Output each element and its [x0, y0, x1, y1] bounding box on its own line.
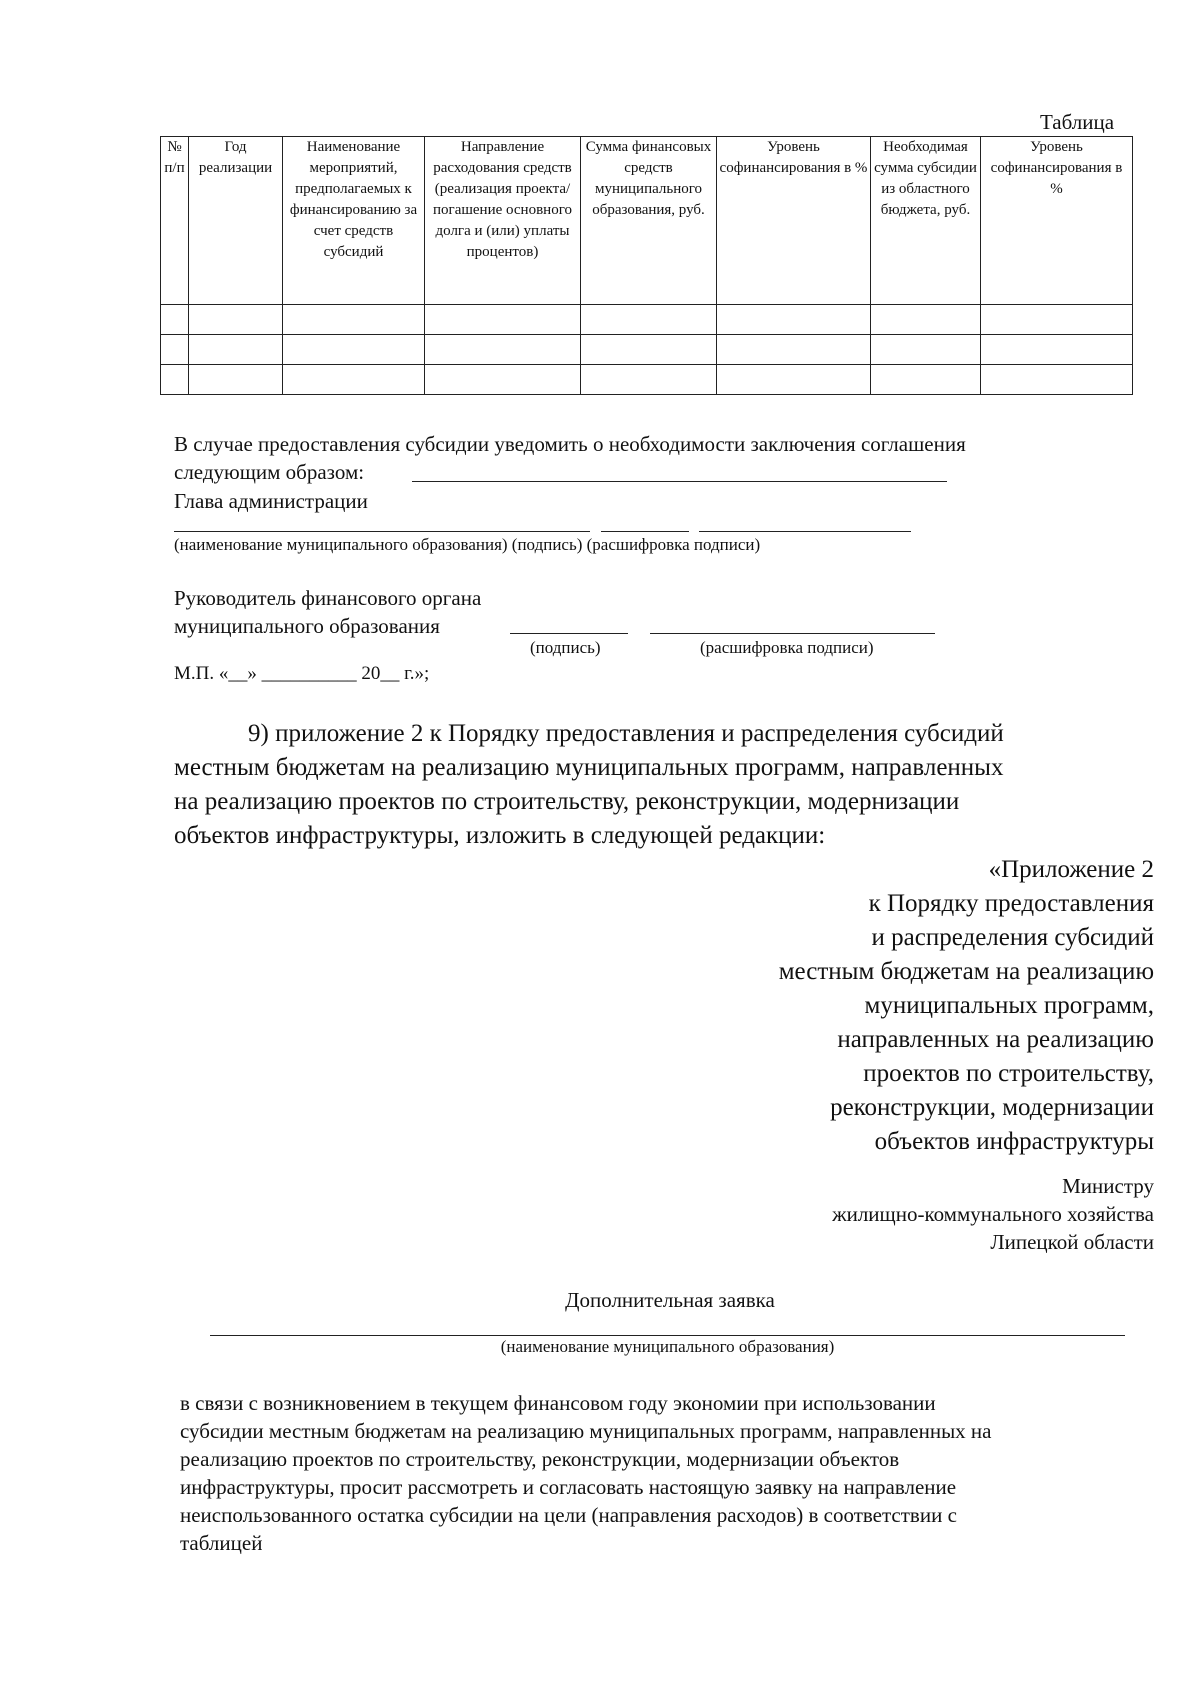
- stamp-date-line: М.П. «__» __________ 20__ г.»;: [174, 663, 430, 684]
- table-cell: [283, 335, 425, 365]
- table-header-row: [161, 137, 1133, 305]
- request-body-line: неиспользованного остатка субсидии на цели (направления расходов) в соответствии с: [180, 1503, 957, 1527]
- table-cell: [189, 335, 283, 365]
- table-cell: [283, 365, 425, 395]
- table-header-cell: Уровень софинансирования в %: [981, 137, 1133, 305]
- table-row: [161, 365, 1133, 395]
- notice-line-1: В случае предоставления субсидии уведомить о необходимости заключения соглашения: [174, 432, 966, 456]
- table-header-cell: Уровень софинансирования в %: [717, 137, 871, 305]
- table-cell: [161, 335, 189, 365]
- table-cell: [717, 335, 871, 365]
- item9-line-3: на реализацию проектов по строительству, реконструкции, модернизации: [174, 788, 960, 815]
- subsidy-table: [160, 136, 1133, 395]
- table-cell: [717, 365, 871, 395]
- request-title: Дополнительная заявка: [565, 1288, 775, 1312]
- appendix-title: «Приложение 2: [988, 856, 1154, 883]
- table-header-cell: Необходимая сумма субсидии из областного бюджета, руб.: [871, 137, 981, 305]
- table-header-cell: № п/п: [161, 137, 189, 305]
- table-cell: [189, 365, 283, 395]
- table-cell: [871, 365, 981, 395]
- request-body-line: инфраструктуры, просит рассмотреть и согласовать настоящую заявку на направление: [180, 1475, 957, 1499]
- appendix-line: реконструкции, модернизации: [830, 1094, 1154, 1121]
- item9-line-2: местным бюджетам на реализацию муниципальных программ, направленных: [174, 754, 1004, 781]
- head-admin-caption: (наименование муниципального образования) (подпись) (расшифровка подписи): [174, 535, 761, 554]
- table-cell: [717, 305, 871, 335]
- signature-line: [601, 531, 689, 532]
- signature-decode-line: [699, 531, 911, 532]
- mo-name-line: [174, 531, 590, 532]
- notice-fill-line: [412, 481, 947, 482]
- request-mo-line: [210, 1335, 1125, 1336]
- table-cell: [871, 335, 981, 365]
- head-admin-title: Глава администрации: [174, 489, 368, 513]
- table-header-cell: Год реализации: [189, 137, 283, 305]
- table-cell: [161, 365, 189, 395]
- table-cell: [581, 365, 717, 395]
- finance-signature-line: [510, 633, 628, 634]
- appendix-line: направленных на реализацию: [837, 1026, 1154, 1053]
- item9-line-4: объектов инфраструктуры, изложить в следующей редакции:: [174, 822, 826, 849]
- finance-head-line-1: Руководитель финансового органа: [174, 586, 482, 610]
- addressee-line: Липецкой области: [990, 1230, 1154, 1254]
- appendix-line: проектов по строительству,: [863, 1060, 1154, 1087]
- finance-sign-caption: (подпись): [530, 638, 601, 657]
- addressee-line: жилищно-коммунального хозяйства: [832, 1202, 1154, 1226]
- item9-line-1: 9) приложение 2 к Порядку предоставления и распределения субсидий: [248, 720, 1004, 747]
- appendix-line: муниципальных программ,: [864, 992, 1154, 1019]
- appendix-line: местным бюджетам на реализацию: [778, 958, 1154, 985]
- table-cell: [981, 305, 1133, 335]
- request-mo-caption: (наименование муниципального образования): [500, 1337, 835, 1356]
- table-header-cell: Сумма финансовых средств муниципального образования, руб.: [581, 137, 717, 305]
- request-body-line: субсидии местным бюджетам на реализацию муниципальных программ, направленных на: [180, 1419, 992, 1443]
- finance-head-line-2: муниципального образования: [174, 614, 440, 638]
- request-body-line: реализацию проектов по строительству, реконструкции, модернизации объектов: [180, 1447, 900, 1471]
- table-caption: Таблица: [1040, 110, 1115, 134]
- table-cell: [981, 335, 1133, 365]
- appendix-line: к Порядку предоставления: [868, 890, 1154, 917]
- table-cell: [871, 305, 981, 335]
- table-cell: [425, 305, 581, 335]
- table-header-cell: Наименование мероприятий, предполагаемых к финансированию за счет средств субсидий: [283, 137, 425, 305]
- table-row: [161, 305, 1133, 335]
- request-body-line: таблицей: [180, 1531, 263, 1555]
- table-cell: [581, 305, 717, 335]
- table-cell: [283, 305, 425, 335]
- finance-decode-line: [650, 633, 935, 634]
- table-cell: [189, 305, 283, 335]
- appendix-line: и распределения субсидий: [871, 924, 1154, 951]
- table-header-cell: Направление расходования средств (реализация проекта/погашение основного долга и (или) уплаты процентов): [425, 137, 581, 305]
- addressee-line: Министру: [1062, 1174, 1154, 1198]
- notice-line-2: следующим образом:: [174, 460, 365, 484]
- table-cell: [425, 335, 581, 365]
- table-cell: [161, 305, 189, 335]
- request-body-line: в связи с возникновением в текущем финансовом году экономии при использовании: [180, 1391, 936, 1415]
- table-cell: [981, 365, 1133, 395]
- table-cell: [581, 335, 717, 365]
- finance-decode-caption: (расшифровка подписи): [700, 638, 874, 657]
- table-cell: [425, 365, 581, 395]
- appendix-line: объектов инфраструктуры: [874, 1128, 1154, 1155]
- table-row: [161, 335, 1133, 365]
